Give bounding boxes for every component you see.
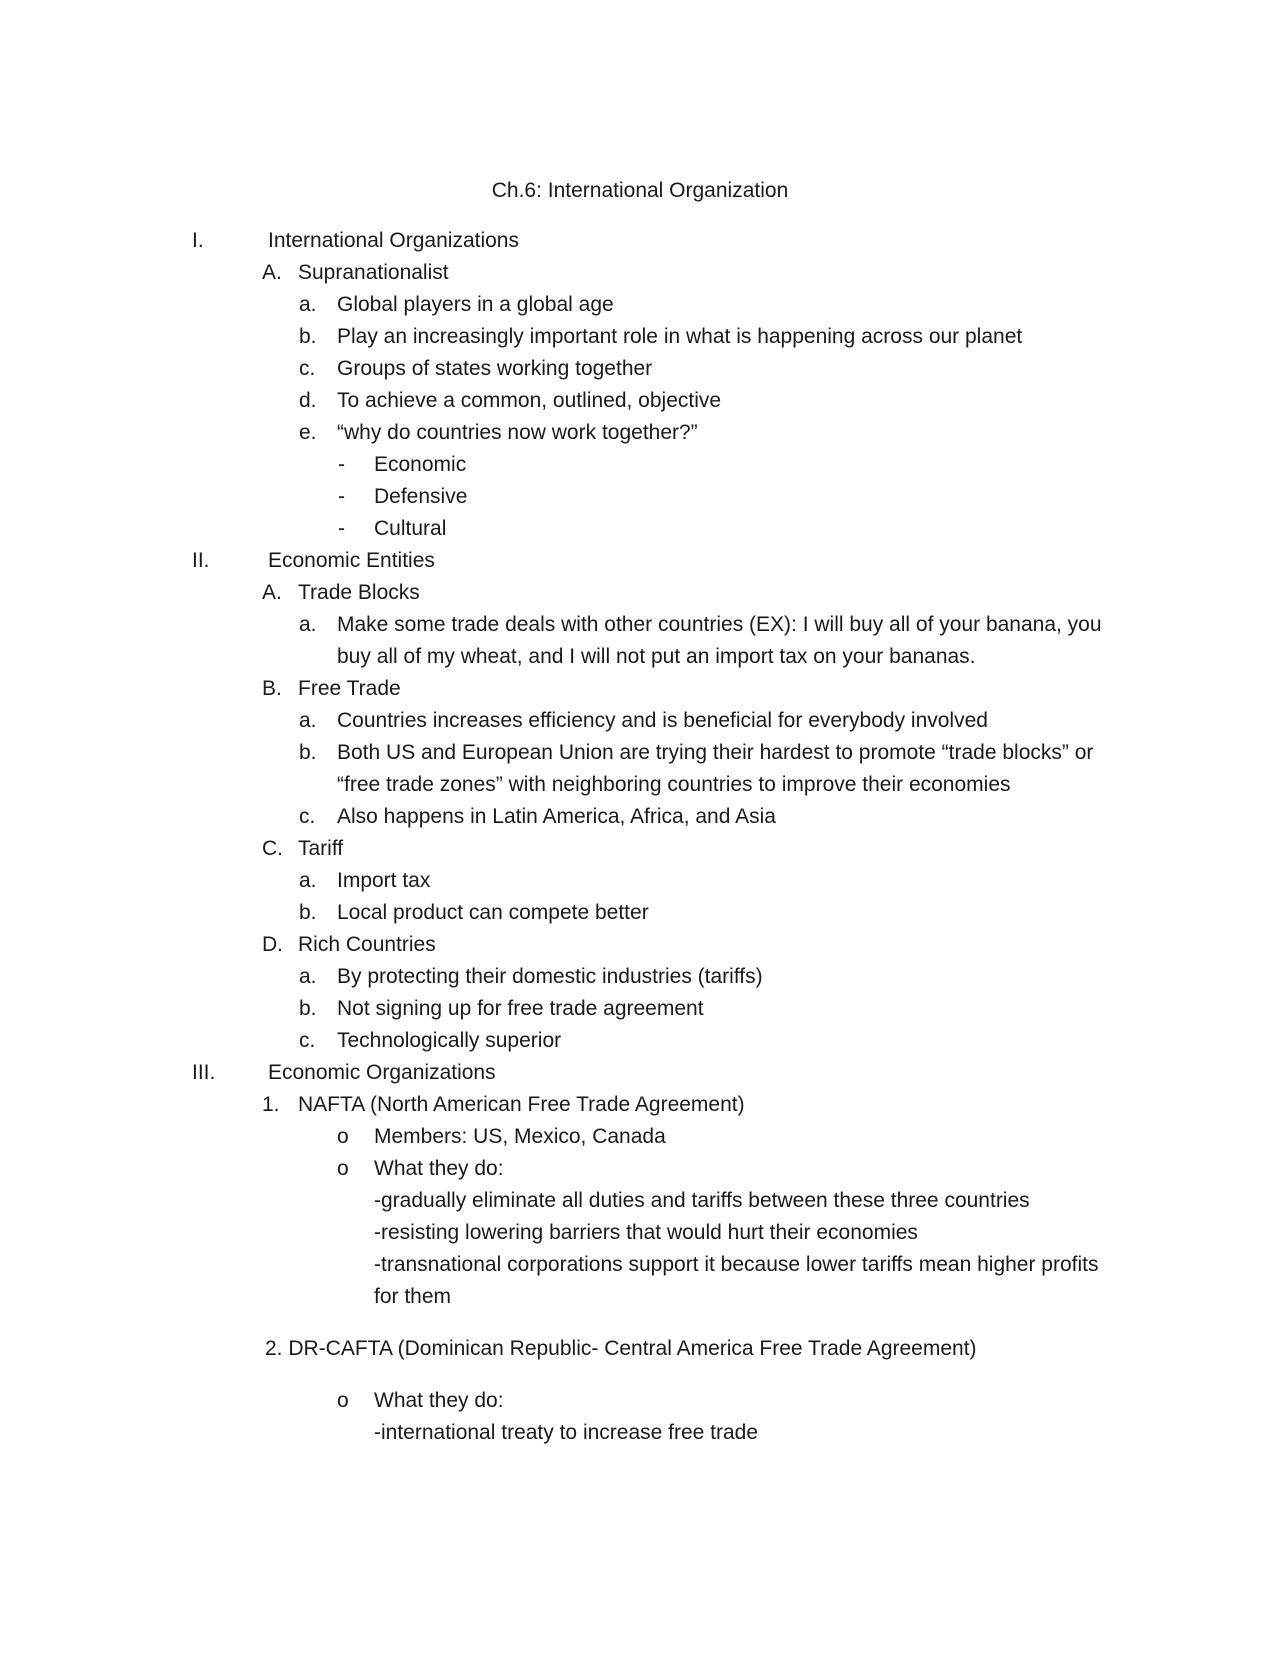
item-marker: e.	[299, 421, 317, 444]
reason-text: Defensive	[374, 485, 468, 508]
subsection-label: Free Trade	[298, 677, 401, 700]
section-3-heading: Economic Organizations	[268, 1061, 496, 1084]
dash-marker: -	[338, 453, 345, 476]
item-text: Groups of states working together	[337, 357, 653, 380]
item-text: Technologically superior	[337, 1029, 562, 1052]
section-1-marker: I.	[192, 229, 204, 252]
item-marker: a.	[299, 869, 317, 892]
item-marker: a.	[299, 613, 317, 636]
subsection-marker: A.	[262, 261, 282, 284]
nafta-members: Members: US, Mexico, Canada	[374, 1125, 666, 1148]
subsection-label: Supranationalist	[298, 261, 449, 284]
item-text: Make some trade deals with other countries (EX): I will buy all of your banana, you	[337, 613, 1102, 636]
bullet-marker: o	[337, 1157, 349, 1180]
item-text: Global players in a global age	[337, 293, 614, 316]
item-marker: d.	[299, 389, 317, 412]
dash-marker: -	[338, 485, 345, 508]
drcafta-label: 2. DR-CAFTA (Dominican Republic- Central America Free Trade Agreement)	[265, 1337, 977, 1360]
numbered-marker: 1.	[262, 1093, 280, 1116]
drcafta-what: What they do:	[374, 1389, 504, 1412]
subsection-marker: B.	[262, 677, 282, 700]
nafta-detail: -transnational corporations support it because lower tariffs mean higher profits	[374, 1253, 1099, 1276]
nafta-what: What they do:	[374, 1157, 504, 1180]
item-marker: b.	[299, 741, 317, 764]
subsection-label: Tariff	[298, 837, 344, 860]
item-text: Both US and European Union are trying their hardest to promote “trade blocks” or	[337, 741, 1094, 764]
reason-text: Cultural	[374, 517, 447, 540]
bullet-marker: o	[337, 1389, 349, 1412]
subsection-label: Trade Blocks	[298, 581, 420, 604]
subsection-marker: C.	[262, 837, 283, 860]
nafta-detail-continued: for them	[374, 1285, 452, 1308]
item-text-continued: buy all of my wheat, and I will not put an import tax on your bananas.	[337, 645, 976, 668]
item-text: To achieve a common, outlined, objective	[337, 389, 722, 412]
dash-marker: -	[338, 517, 345, 540]
section-2-marker: II.	[192, 549, 210, 572]
item-text: Also happens in Latin America, Africa, and Asia	[337, 805, 776, 828]
item-text: Play an increasingly important role in what is happening across our planet	[337, 325, 1023, 348]
item-marker: b.	[299, 997, 317, 1020]
page-title: Ch.6: International Organization	[491, 179, 789, 202]
item-marker: c.	[299, 1029, 316, 1052]
item-marker: b.	[299, 325, 317, 348]
item-marker: c.	[299, 357, 316, 380]
item-marker: c.	[299, 805, 316, 828]
item-text-continued: “free trade zones” with neighboring countries to improve their economies	[337, 773, 1011, 796]
drcafta-detail: -international treaty to increase free trade	[374, 1421, 759, 1444]
item-marker: a.	[299, 293, 317, 316]
bullet-marker: o	[337, 1125, 349, 1148]
section-3-marker: III.	[192, 1061, 216, 1084]
item-marker: b.	[299, 901, 317, 924]
nafta-detail: -gradually eliminate all duties and tariffs between these three countries	[374, 1189, 1030, 1212]
item-marker: a.	[299, 709, 317, 732]
item-text: Countries increases efficiency and is beneficial for everybody involved	[337, 709, 988, 732]
subsection-marker: A.	[262, 581, 282, 604]
item-marker: a.	[299, 965, 317, 988]
subsection-label: Rich Countries	[298, 933, 436, 956]
nafta-label: NAFTA (North American Free Trade Agreement)	[298, 1093, 745, 1116]
item-text: Not signing up for free trade agreement	[337, 997, 704, 1020]
item-text: By protecting their domestic industries (tariffs)	[337, 965, 763, 988]
section-2-heading: Economic Entities	[268, 549, 435, 572]
nafta-detail: -resisting lowering barriers that would hurt their economies	[374, 1221, 918, 1244]
reason-text: Economic	[374, 453, 467, 476]
section-1-heading: International Organizations	[268, 229, 519, 252]
item-text: Local product can compete better	[337, 901, 649, 924]
subsection-marker: D.	[262, 933, 283, 956]
item-text: Import tax	[337, 869, 431, 892]
item-text: “why do countries now work together?”	[337, 421, 698, 444]
